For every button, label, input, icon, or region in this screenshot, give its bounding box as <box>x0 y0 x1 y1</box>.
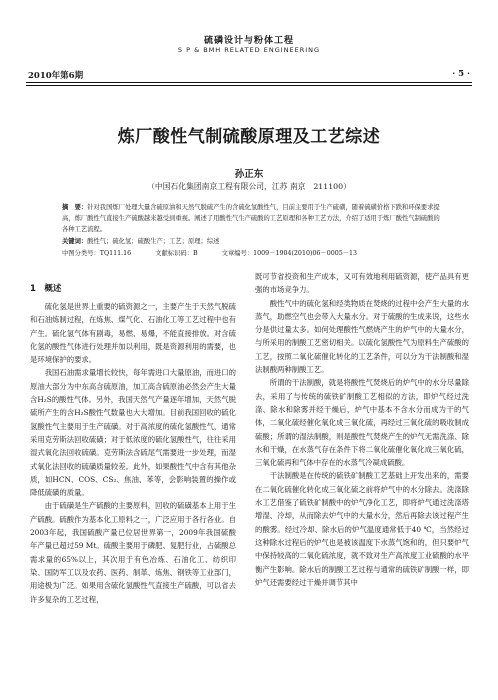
header-rule-thin <box>26 85 472 86</box>
journal-title: 硫磷设计与粉体工程 <box>203 36 294 46</box>
journal-title-en: S P & BMH RELATED ENGINEERING <box>177 46 321 54</box>
abstract <box>62 202 442 235</box>
keywords-label: 关键词： <box>62 238 88 245</box>
paragraph: 我国石油需求量增长较快，每年需进口大量原油，而进口的原油大部分为中东高含硫原油，加工高含硫原油必然会产生大量含H₂S的酸性气体。另外，我国天然气产量逐年增加，天然气脱硫所产生的含H₂S酸性气数量也大大增加。目前我国回收的硫化氢酸性气主要用于生产硫磺。对于高浓度的硫化氢酸性气，通常采用克劳斯法回收硫磺；对于低浓度的硫化氢酸性气，往往采用湿式氧化法回收硫磺。克劳斯法含硫尾气需要进一步处理，而湿式氧化法回收的硫磺质量较差。此外，如果酸性气中含有其他杂质，如HCN、COS、CS₂、焦油、苯等，会影响装置的操作或降低硫磺的质量。 <box>30 368 236 498</box>
author: 孙正东 <box>234 169 264 180</box>
page-number: · 5 · <box>452 69 470 79</box>
clc-number: 中图分类号：TQ111.16 <box>62 250 132 257</box>
article-title: 炼厂酸性气制硫酸原理及工艺综述 <box>117 127 381 147</box>
article-number: 文章编号：1009－1904(2010)06－0005－13 <box>221 250 358 257</box>
paragraph: 硫化氢是世界上重要的硫资源之一，主要产生于天然气脱硫和石油炼制过程，在炼焦、煤气化、石油化工等工艺过程中也有产生。硫化氢气体有剧毒，易燃、易爆，不能直接排放。对含硫化氢的酸性气体进行处理并加以利用，既是资源利用的需要，也是环境保护的要求。 <box>30 302 236 365</box>
right-column <box>255 270 469 589</box>
left-column <box>30 300 236 606</box>
page-header <box>0 0 498 84</box>
issue-label: 2010年第6期 <box>28 71 84 81</box>
header-rule <box>26 82 472 83</box>
paragraph: 既可节省投资和生产成本，又可有效地利用硫资源，使产品具有更强的市场竞争力。 <box>255 272 469 295</box>
section-heading: 1 概述 <box>30 284 62 294</box>
keywords <box>62 236 219 245</box>
keywords-text: 酸性气；硫化氢；硫酸生产；工艺；原理；综述 <box>87 238 220 245</box>
affiliation: （中国石化集团南京工程有限公司，江苏 南京 211100） <box>147 182 351 191</box>
abstract-label: 摘 要： <box>62 204 88 211</box>
paragraph: 所谓的干法制酸，就是将酸性气焚烧后的炉气中的水分尽量除去，采用了与传统的硫铁矿制酸工艺相似的方法，即炉气经过洗涤、除水和除雾并经干燥后，炉气中基本不含水分而成为干的气体，二氧化硫经催化氧化成三氧化硫，再经过三氧化硫的吸收制成硫酸；所谓的湿法制酸，则是酸性气焚烧产生的炉气无需洗涤、除水和干燥，在水蒸气存在条件下将二氧化硫催化氧化成三氧化硫，三氧化硫再和气体中存在的水蒸气冷凝成硫酸。 <box>255 378 469 468</box>
document-code: 文献标识码：B <box>155 250 198 257</box>
abstract-text: 针对我国炼厂处理大量含硫原油和天然气脱硫产生的含硫化氢酸性气，目前主要用于生产硫磺，随着硫磺价格下跌和环保要求提高，炼厂酸性气直接生产硫酸越来越受到重视。阐述了用酸性气生产硫酸的工艺原理和各种工艺方法，介绍了适用于炼厂酸性气制硫酸的各种工艺流程。 <box>62 204 440 233</box>
paragraph: 酸性气中的硫化氢和经类物质在焚烧的过程中会产生大量的水蒸气，助燃空气也会带入大量水分。对于硫酸的生成来说，这些水分是供过量太多。如何处理酸性气燃烧产生的炉气中的大量水分，与所采用的制酸工艺密切相关。以硫化氢酸性气为原料生产硫酸的工艺，按照二氧化硫催化转化的工艺条件，可以分为干法制酸和湿法制酸两种制酸工艺。 <box>255 298 469 375</box>
article-meta <box>62 248 442 257</box>
paragraph: 由于硫磺是生产硫酸的主要原料，回收的硫磺基本上用于生产硫酸。硫酸作为基本化工原料之一，广泛应用于各行各业。自2003年起，我国硫酸产量已位居世界第一，2009年我国硫酸年产量已超过59 Mt。硫酸主要用于磷肥、复肥行业，占硫酸总需求量的65%以上，其次用于有色冶炼、石油化工、纺织印染、国防军工以及农药、医药、制革、炼焦、钢铁等工业部门，用途极为广泛。如果用含硫化氢酸性气直接生产硫酸，可以省去许多复杂的工艺过程， <box>30 501 236 604</box>
paragraph: 干法制酸是在传统的硫铁矿制酸工艺基础上开发出来的，需要在二氧化硫催化转化成三氧化硫之前将炉气中的水分除去。洗涤除水工艺借鉴了硫铁矿制酸中的炉气净化工艺，即将炉气通过洗涤塔增湿、冷却，从而除去炉气中的大量水分，然后再除去该过程产生的酸雾。经过冷却、除水后的炉气温度通常低于40 ℃，当然经过这种除水过程后的炉气也是被该温度下水蒸气饱和的，但只要炉气中保持较高的二氧化硫浓度，就不致对生产高浓度工业硫酸的水平衡产生影响。除水后的制酸工艺过程与通常的硫铁矿制酸一样，即炉气还需要经过干燥并调节其中 <box>255 471 469 587</box>
